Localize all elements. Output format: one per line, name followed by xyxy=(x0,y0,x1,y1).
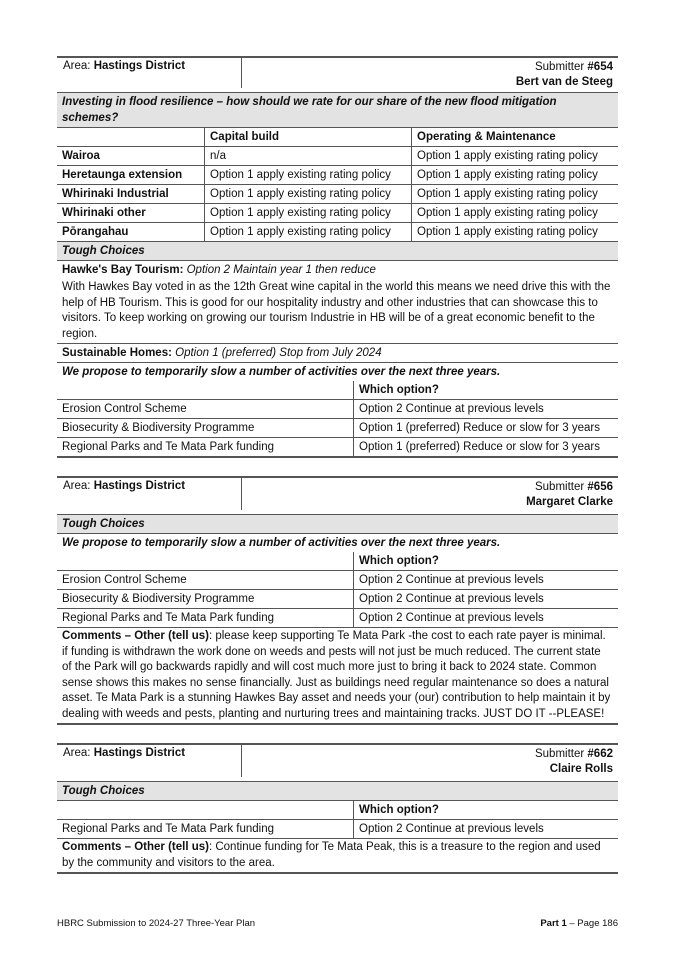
flood-ops: Option 1 apply existing rating policy xyxy=(417,188,598,200)
submitter-name: Margaret Clarke xyxy=(526,496,613,508)
flood-area: Whirinaki Industrial xyxy=(57,185,205,203)
activity-option: Option 2 Continue at previous levels xyxy=(359,823,544,835)
area-value: Hastings District xyxy=(93,747,186,759)
activity-row xyxy=(57,590,618,609)
flood-ops: Option 1 apply existing rating policy xyxy=(417,169,598,181)
footer-page xyxy=(540,918,618,929)
tourism-option: Option 2 Maintain year 1 then reduce xyxy=(186,264,376,276)
activity-row xyxy=(57,609,618,628)
activity-header-row xyxy=(57,381,618,400)
activity-header-blank xyxy=(57,801,354,819)
flood-row xyxy=(57,147,618,166)
comments-text: : Continue funding for Te Mata Peak, this is a treasure to the region and used by the community and visitors to the area. xyxy=(62,841,601,869)
activity-row xyxy=(57,438,618,456)
submitter-cell xyxy=(242,478,618,514)
activity-option: Option 2 Continue at previous levels xyxy=(359,574,544,586)
activity-name: Erosion Control Scheme xyxy=(57,571,354,589)
tough-choices-heading: Tough Choices xyxy=(57,782,618,801)
activity-header-blank xyxy=(57,552,354,570)
homes-option: Option 1 (preferred) Stop from July 2024 xyxy=(175,347,382,359)
submitter-name: Bert van de Steeg xyxy=(515,76,613,88)
activity-option: Option 1 (preferred) Reduce or slow for 3 years xyxy=(359,441,600,453)
flood-header-capital: Capital build xyxy=(205,128,412,146)
submission-654 xyxy=(57,56,618,458)
which-option-header: Which option? xyxy=(359,804,439,816)
submission-header xyxy=(57,58,618,93)
footer-page-number: – Page 186 xyxy=(566,918,618,929)
activity-header-row xyxy=(57,552,618,571)
comments-label: Comments – Other (tell us) xyxy=(62,841,209,853)
flood-area: Pōrangahau xyxy=(57,223,205,241)
flood-row xyxy=(57,223,618,242)
submitter-number: #656 xyxy=(587,481,613,493)
tourism-comment: With Hawkes Bay voted in as the 12th Great wine capital in the world this means we need drive this with the help of HB Tourism. This is good for our hospitality industry and other industries that can showcase this to visitors. To keep working on growing our tourism Industrie in HB will be of a great economic benefit to the region. xyxy=(57,279,618,344)
tourism-line xyxy=(57,261,618,279)
flood-capital: Option 1 apply existing rating policy xyxy=(205,223,412,241)
homes-label: Sustainable Homes: xyxy=(62,347,172,359)
flood-row xyxy=(57,185,618,204)
area-label: Area: xyxy=(63,60,91,72)
activity-name: Biosecurity & Biodiversity Programme xyxy=(57,590,354,608)
activity-option: Option 2 Continue at previous levels xyxy=(359,593,544,605)
flood-capital: Option 1 apply existing rating policy xyxy=(205,185,412,203)
which-option-header: Which option? xyxy=(359,384,439,396)
activity-name: Regional Parks and Te Mata Park funding xyxy=(57,438,354,456)
area-cell xyxy=(57,745,242,777)
which-option-header: Which option? xyxy=(359,555,439,567)
area-value: Hastings District xyxy=(93,60,186,72)
submitter-number: #654 xyxy=(587,61,613,73)
flood-ops: Option 1 apply existing rating policy xyxy=(417,226,598,238)
flood-header-row xyxy=(57,128,618,147)
slow-question: We propose to temporarily slow a number of activities over the next three years. xyxy=(62,366,501,378)
flood-area: Heretaunga extension xyxy=(57,166,205,184)
activity-option: Option 2 Continue at previous levels xyxy=(359,612,544,624)
tough-choices-heading: Tough Choices xyxy=(57,242,618,261)
submission-662 xyxy=(57,743,618,874)
tough-choices-heading: Tough Choices xyxy=(57,515,618,534)
area-label: Area: xyxy=(63,480,91,492)
flood-capital: Option 1 apply existing rating policy xyxy=(205,204,412,222)
submission-656 xyxy=(57,476,618,725)
submitter-label: Submitter xyxy=(534,61,585,73)
flood-capital: Option 1 apply existing rating policy xyxy=(205,166,412,184)
activity-name: Regional Parks and Te Mata Park funding xyxy=(57,820,354,838)
flood-area: Wairoa xyxy=(57,147,205,165)
comments-text: : please keep supporting Te Mata Park -the cost to each rate payer is minimal. if funding is withdrawn the work done on weeds and pests will not just be much reduced. The current state of the Park will go backwards rapidly and will cost much more just to bring it back to 2024 state. Common sense shows this makes no sense financially. Just as buildings need regular maintenance so does a natural asset. Te Mata Park is a stunning Hawkes Bay asset and needs your (our) contribution to help maintain it by dealing with weeds and pests, planting and nurturing trees and maintaining tracks. JUST DO IT --PLEASE! xyxy=(62,630,611,720)
flood-header-blank xyxy=(57,128,205,146)
comments-block xyxy=(57,628,618,723)
area-cell xyxy=(57,478,242,510)
activity-option: Option 1 (preferred) Reduce or slow for 3 years xyxy=(359,422,600,434)
activity-name: Regional Parks and Te Mata Park funding xyxy=(57,609,354,627)
activity-name: Biosecurity & Biodiversity Programme xyxy=(57,419,354,437)
flood-question: Investing in flood resilience – how should we rate for our share of the new flood mitigation schemes? xyxy=(57,93,618,128)
activity-row xyxy=(57,820,618,839)
activity-header-row xyxy=(57,801,618,820)
submission-header xyxy=(57,478,618,515)
submitter-label: Submitter xyxy=(534,481,585,493)
comments-block xyxy=(57,839,618,872)
slow-question: We propose to temporarily slow a number of activities over the next three years. xyxy=(62,537,501,549)
activity-header-blank xyxy=(57,381,354,399)
activity-row xyxy=(57,571,618,590)
flood-ops: Option 1 apply existing rating policy xyxy=(417,207,598,219)
flood-area: Whirinaki other xyxy=(57,204,205,222)
activity-row xyxy=(57,419,618,438)
comments-label: Comments – Other (tell us) xyxy=(62,630,209,642)
document-page xyxy=(57,56,618,892)
flood-row xyxy=(57,204,618,223)
footer-title: HBRC Submission to 2024-27 Three-Year Plan xyxy=(57,918,256,929)
flood-row xyxy=(57,166,618,185)
area-cell xyxy=(57,58,242,88)
tourism-label: Hawke's Bay Tourism: xyxy=(62,264,184,276)
submitter-name: Claire Rolls xyxy=(549,763,613,775)
submission-header xyxy=(57,745,618,782)
flood-capital: n/a xyxy=(205,147,412,165)
flood-header-ops: Operating & Maintenance xyxy=(417,131,556,143)
activity-name: Erosion Control Scheme xyxy=(57,400,354,418)
area-label: Area: xyxy=(63,747,91,759)
activity-row xyxy=(57,400,618,419)
area-value: Hastings District xyxy=(93,480,186,492)
flood-ops: Option 1 apply existing rating policy xyxy=(417,150,598,162)
activity-option: Option 2 Continue at previous levels xyxy=(359,403,544,415)
submitter-cell xyxy=(242,745,618,781)
page-footer xyxy=(57,918,618,929)
footer-part: Part 1 xyxy=(540,918,567,929)
submitter-number: #662 xyxy=(587,748,613,760)
submitter-cell xyxy=(242,58,618,92)
homes-line xyxy=(57,344,618,363)
submitter-label: Submitter xyxy=(534,748,585,760)
